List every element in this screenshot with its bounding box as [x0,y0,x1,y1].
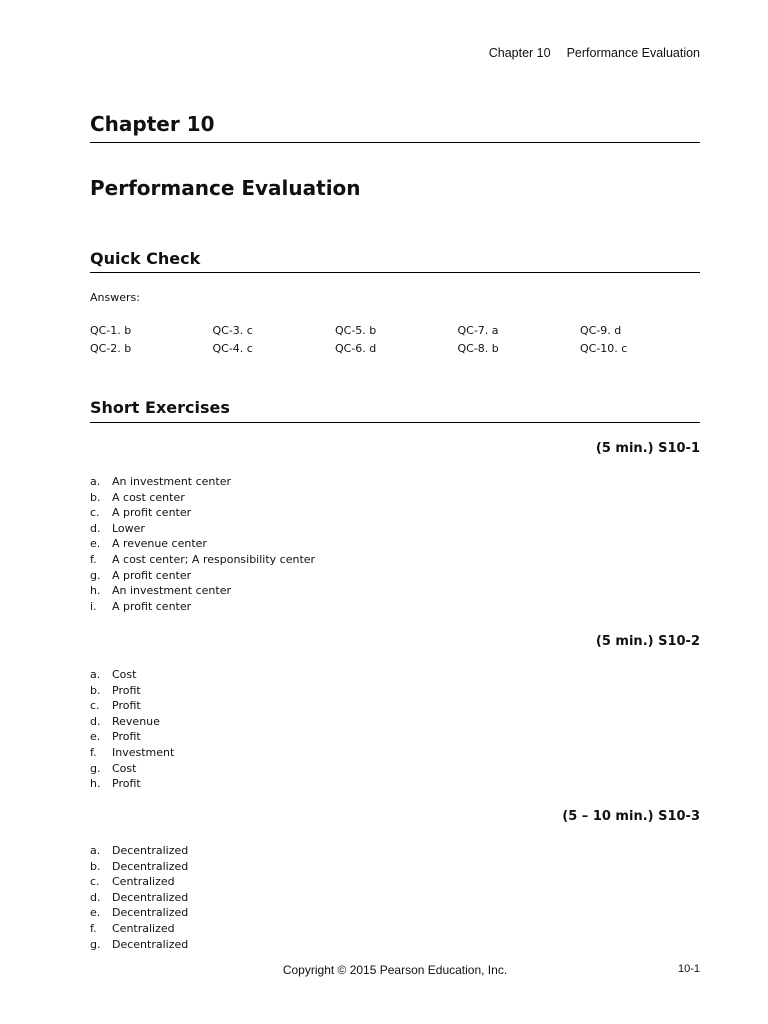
running-header-chapter: Chapter 10 [488,46,551,60]
list-item [90,859,188,875]
running-header-topic: Performance Evaluation [566,46,700,60]
list-item [90,583,315,599]
item-text: Profit [112,777,141,791]
item-letter: a. [90,668,101,681]
item-letter: i. [90,599,97,613]
quick-check-heading: Quick Check [90,249,201,268]
item-text: A profit center [112,568,192,582]
qc-answer: QC-8. b [457,342,499,355]
list-item [90,552,315,568]
item-letter: b. [90,490,101,504]
item-text: A cost center [112,490,185,504]
item-text: Decentralized [112,906,189,920]
item-text: Lower [112,521,145,535]
list-item [90,536,315,552]
list-item [90,745,174,761]
list-item [90,890,188,906]
qc-answer: QC-7. a [457,324,499,337]
item-letter: h. [90,584,101,598]
item-text: Decentralized [112,890,189,904]
quick-check-rule [90,272,700,273]
copyright-notice: Copyright © 2015 Pearson Education, Inc. [282,963,508,977]
chapter-title-rule [90,142,700,143]
list-item [90,729,174,745]
list-item [90,683,174,699]
item-text: Centralized [112,875,175,889]
list-item [90,874,188,890]
list-item [90,905,188,921]
item-text: An investment center [112,475,231,488]
item-letter: g. [90,937,101,951]
item-text: A cost center; A responsibility center [112,552,316,566]
item-text: A revenue center [112,537,207,551]
item-letter: c. [90,506,100,520]
item-text: A profit center [112,506,192,520]
item-letter: g. [90,568,101,582]
qc-answer: QC-3. c [212,324,253,337]
exercise-answers-s10-3 [90,843,188,952]
item-letter: d. [90,521,101,535]
list-item [90,490,315,506]
list-item [90,599,315,615]
list-item [90,698,174,714]
item-letter: b. [90,859,101,873]
item-letter: e. [90,537,101,551]
qc-answer: QC-2. b [90,342,132,355]
answers-label: Answers: [90,291,140,304]
qc-answer: QC-4. c [212,342,253,355]
item-text: Investment [112,745,175,759]
list-item [90,505,315,521]
list-item [90,667,174,683]
item-letter: b. [90,683,101,697]
item-text: Cost [112,761,137,775]
list-item [90,843,188,859]
qc-answer: QC-5. b [335,324,377,337]
exercise-heading-s10-3: (5 – 10 min.) S10-3 [562,809,700,824]
quick-check-answers [90,324,700,360]
item-text: Decentralized [112,844,189,857]
list-item [90,776,174,792]
item-text: Cost [112,668,137,681]
item-letter: d. [90,714,101,728]
list-item [90,568,315,584]
item-text: Decentralized [112,859,189,873]
list-item [90,714,174,730]
exercise-answers-s10-1 [90,474,315,614]
item-letter: a. [90,475,101,488]
item-letter: f. [90,552,97,566]
list-item [90,474,315,490]
running-header [90,46,700,60]
item-letter: e. [90,906,101,920]
item-letter: f. [90,745,97,759]
qc-answer: QC-9. d [580,324,622,337]
item-text: Profit [112,699,141,713]
item-letter: a. [90,844,101,857]
item-text: An investment center [112,584,231,598]
item-letter: c. [90,699,100,713]
exercise-heading-s10-1: (5 min.) S10-1 [595,441,700,456]
item-letter: h. [90,777,101,791]
item-text: Centralized [112,921,175,935]
item-letter: e. [90,730,101,744]
item-text: Revenue [112,714,160,728]
item-text: Decentralized [112,937,189,951]
topic-title: Performance Evaluation [90,176,361,200]
qc-answer: QC-6. d [335,342,377,355]
qc-answer: QC-1. b [90,324,132,337]
item-letter: c. [90,875,100,889]
item-text: A profit center [112,599,192,613]
short-exercises-heading: Short Exercises [90,398,230,417]
list-item [90,921,188,937]
list-item [90,521,315,537]
list-item [90,761,174,777]
exercise-heading-s10-2: (5 min.) S10-2 [595,634,700,649]
item-letter: f. [90,921,97,935]
short-exercises-rule [90,422,700,423]
page-number: 10-1 [677,963,700,975]
item-letter: g. [90,761,101,775]
item-letter: d. [90,890,101,904]
item-text: Profit [112,730,141,744]
qc-answer: QC-10. c [580,342,628,355]
item-text: Profit [112,683,141,697]
exercise-answers-s10-2 [90,667,174,792]
chapter-title: Chapter 10 [90,112,215,136]
list-item [90,937,188,953]
